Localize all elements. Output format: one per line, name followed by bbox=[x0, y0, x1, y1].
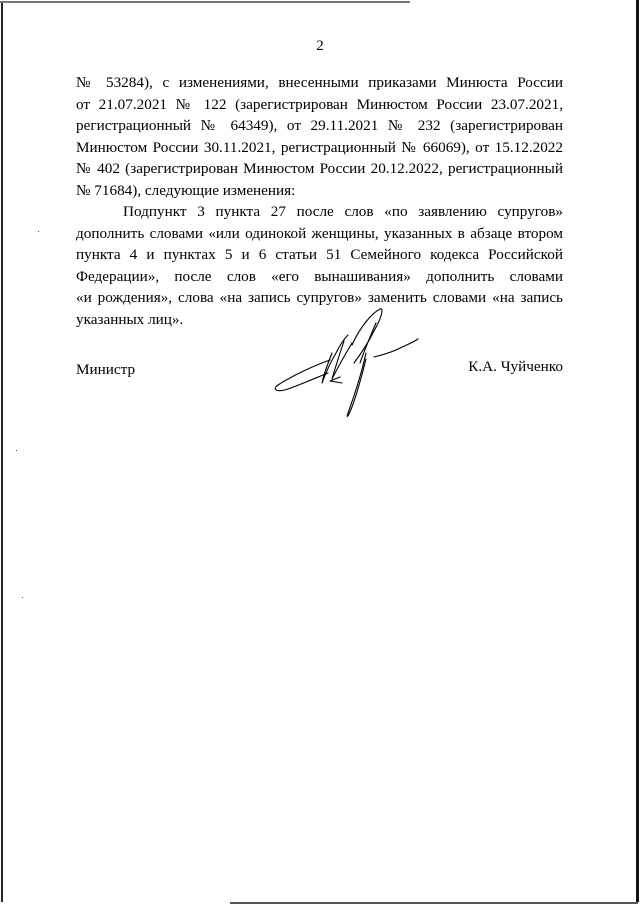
text-line: № 402 (зарегистрирован Минюстом России 20.12.2022, регистрационный bbox=[76, 160, 563, 177]
text-line: № 53284), с изменениями, внесенными приказами Минюста России bbox=[76, 74, 563, 91]
text-line: пункта 4 и пунктах 5 и 6 статьи 51 Семейного кодекса Российской bbox=[76, 246, 563, 263]
text-line: «и рождения», слова «на запись супругов» заменить словами «на запись bbox=[76, 289, 563, 306]
handwritten-signature-icon bbox=[270, 305, 430, 430]
scan-speck bbox=[22, 597, 23, 598]
scan-border-left bbox=[1, 2, 3, 902]
text-line: Подпункт 3 пункта 27 после слов «по заявлению супругов» bbox=[123, 203, 563, 220]
document-body bbox=[76, 72, 563, 330]
scan-speck bbox=[38, 231, 39, 232]
scan-border-top bbox=[0, 1, 410, 3]
scan-speck bbox=[16, 450, 17, 451]
scan-border-right bbox=[636, 0, 639, 902]
text-line: дополнить словами «или одинокой женщины, указанных в абзаце втором bbox=[76, 224, 563, 242]
signatory-title: Министр bbox=[76, 361, 136, 378]
text-line: № 71684), следующие изменения: bbox=[76, 181, 296, 199]
text-line: Минюстом России 30.11.2021, регистрационный № 66069), от 15.12.2022 bbox=[76, 138, 563, 156]
text-line: указанных лиц». bbox=[76, 310, 184, 328]
text-line: от 21.07.2021 № 122 (зарегистрирован Минюстом России 23.07.2021, bbox=[76, 95, 563, 113]
page-number: 2 bbox=[316, 38, 324, 54]
scan-border-bottom bbox=[230, 902, 638, 904]
text-line: регистрационный № 64349), от 29.11.2021 № 232 (зарегистрирован bbox=[76, 117, 563, 134]
paragraph-amendments-list bbox=[76, 72, 563, 201]
signatory-name: К.А. Чуйченко bbox=[468, 358, 563, 375]
text-line: Федерации», после слов «его вынашивания» дополнить словами bbox=[76, 267, 563, 285]
